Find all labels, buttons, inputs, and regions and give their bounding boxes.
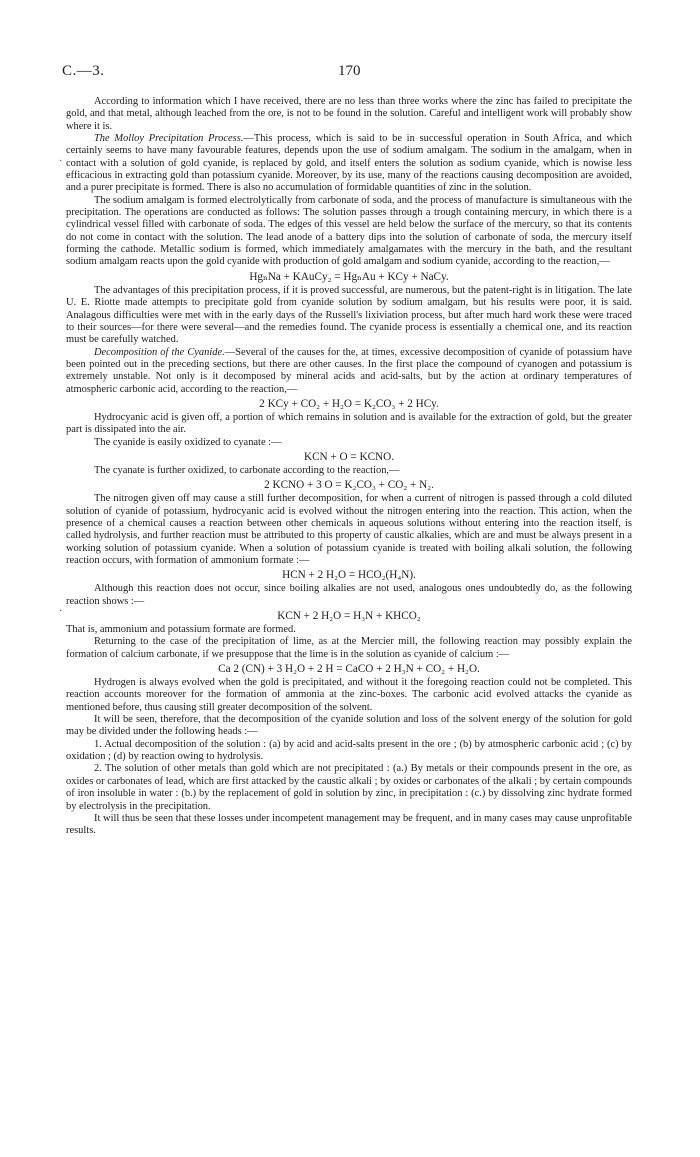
paragraph-text: 1. Actual decomposition of the solution : (a) by acid and acid-salts present in the ore ; (b) by atmospheric carbonic acid ; (c) by oxidation ; (d) by reaction owing to hydrolysis. (66, 738, 632, 763)
paragraph-text: Returning to the case of the precipitation of lime, as at the Mercier mill, the following reaction may possibly explain the formation of calcium carbonate, if we presuppose that the lime is in the solution as cyanide of calcium :— (66, 636, 632, 660)
paragraph-text: That is, ammonium and potassium formate are formed. (66, 624, 296, 636)
margin-mark: · (59, 606, 63, 617)
paragraph-text: It will be seen, therefore, that the decomposition of the cyanide solution and loss of the solvent energy of the solution for gold may be divided under the following heads :— (66, 714, 632, 738)
equation: KCN + O = KCNO. (303, 450, 394, 463)
paragraph (66, 493, 632, 567)
paragraph (66, 636, 632, 661)
paragraph (66, 624, 632, 636)
paragraph-text: —Several of the causes for the, at times, excessive decomposition of cyanide of potassium have been pointed out in the preceding sections, but there are other causes. In the first place the compound of cyanogen and potassium is extremely unstable. Not only is it decomposed by mineral acids and acid-salts, but by the action at ordinary temperatures of atmospheric carbonic acid, according to the reaction,— (66, 346, 632, 395)
paragraph-text: Hydrocyanic acid is given off, a portion of which remains in solution and is available for the extraction of gold, but the greater part is dissipated into the air. (66, 411, 632, 436)
paragraph (66, 96, 632, 133)
paragraph (66, 285, 632, 347)
paragraph-text: It will thus be seen that these losses under incompetent management may be frequent, and in many cases may cause unprofitable results. (66, 812, 632, 837)
paragraph-text: The cyanate is further oxidized, to carbonate according to the reaction,— (94, 464, 400, 476)
paragraph (66, 412, 632, 437)
paragraph (66, 813, 632, 838)
paragraph (66, 133, 632, 195)
equation: KCN + 2 H₂O = H₃N + KHCO₂ (277, 610, 421, 623)
paragraph (66, 739, 632, 764)
paragraph (66, 465, 632, 477)
paragraph-text: Although this reaction does not occur, since boiling alkalies are not used, analogous ones undoubtedly do, as the following reaction shows :— (66, 583, 632, 607)
equation: HgₙNa + KAuCy₂ = HgₙAu + KCy + NaCy. (249, 270, 449, 283)
paragraph-text: The sodium amalgam is formed electrolytically from carbonate of soda, and the process of manufacture is simultaneous with the precipitation. The operations are conducted as follows: The solution passes through a trough containing mercury, in which there is a cylindrical vessel filled with carbonate of soda. The edges of this vessel are held below the surface of the mercury, so that its contents do not come in contact with the solution. The lead anode of a battery dips into the solution of carbonate of soda, the mercury itself forming the cathode. Metallic sodium is formed, which immediately amalgamates with the mercury in the bath, and the resultant sodium amalgam reacts upon the gold cyanide with production of gold amalgam and sodium cyanide, according to the reaction,— (66, 194, 632, 268)
paragraph-text: The cyanide is easily oxidized to cyanate :— (94, 436, 282, 448)
body-text (66, 96, 632, 838)
paragraph (66, 195, 632, 269)
equation: 2 KCy + CO₂ + H₂O = K₂CO₃ + 2 HCy. (259, 397, 439, 410)
paragraph (66, 583, 632, 608)
paragraph-text: 2. The solution of other metals than gold which are not precipitated : (a.) By metals or their compounds present in the ore, as oxides or carbonates of lead, which are first attacked by the caustic alkali ; by oxides or carbonates of the alkali ; by certain compounds of iron insoluble in water : (b.) by the replacement of gold in solution by zinc, in precipitation : (c.) by dissolving zinc hydrate formed by electrolysis in the precipitation. (66, 763, 632, 812)
equation: HCN + 2 H₂O = HCO₂(H₄N). (282, 569, 416, 582)
section-heading: The Molloy Precipitation Process. (94, 133, 244, 145)
paragraph-text: The advantages of this precipitation process, if it is proved successful, are numerous, but the patent-right is in litigation. The late U. E. Riotte made attempts to precipitate gold from cyanide solution by sodium amalgam, but his results were poor, it is said. Analagous difficulties were met with in the early days of the Russell's lixiviation process, but after much hard work these were traced to their sources—for there were several—and the remedies found. The cyanide process is essentially a chemical one, and its reaction must be carefully watched. (66, 284, 632, 346)
paragraph (66, 763, 632, 812)
paragraph-text: The nitrogen given off may cause a still further decomposition, for when a current of nitrogen is passed through a cold diluted solution of cyanide of potassium, hydrocyanic acid is evolved without the nitrogen entering into the reaction. This action, when the presence of a chemical causes a reaction between other chemicals in aqueous solutions without entering into the reaction itself, is called hydrolysis, and further reaction must be attributed to this property of caustic alkalies, which are and must be always present in a working solution of potassium cyanide. When a solution of potassium cyanide is treated with boiling alkali solution, the following reaction occurs, with formation of ammonium formate :— (66, 493, 632, 566)
equation: Ca 2 (CN) + 3 H₂O + 2 H = CaCO + 2 H₃N + CO₂ + H₂O. (218, 663, 480, 676)
equation: 2 KCNO + 3 O = K₂CO₃ + CO₂ + N₂. (264, 479, 434, 492)
paragraph (66, 347, 632, 396)
margin-mark: · (59, 156, 63, 167)
page-number: 170 (338, 63, 361, 79)
paragraph-text: —This process, which is said to be in successful operation in South Africa, and which certainly seems to have many favourable features, depends upon the use of sodium amalgam. The sodium in the amalgam, when in contact with a solution of gold cyanide, is replaced by gold, and itself enters the solution as sodium cyanide, which is nowise less efficacious in extracting gold than potassium cyanide. Moreover, by its use, many of the reactions causing decomposition are avoided, and a purer precipitate is formed. There is also no accumulation of formidable quantities of zinc in the solution. (66, 133, 632, 194)
paragraph-text: According to information which I have received, there are no less than three works where the zinc has failed to precipitate the gold, and that metal, although leached from the ore, is not to be found in the solution. Careful and intelligent work will probably show where it is. (66, 96, 632, 132)
document-code: C.—3. (62, 63, 105, 79)
section-heading: Decomposition of the Cyanide. (94, 346, 225, 358)
paragraph (66, 677, 632, 714)
paragraph (66, 437, 632, 449)
paragraph (66, 714, 632, 739)
paragraph-text: Hydrogen is always evolved when the gold is precipitated, and without it the foregoing reaction could not be completed. This reaction accounts moreover for the formation of ammonia at the zinc-boxes. The carbonic acid evolved attacks the cyanide as mentioned before, thus causing still greater decomposition of the solvent. (66, 677, 632, 713)
